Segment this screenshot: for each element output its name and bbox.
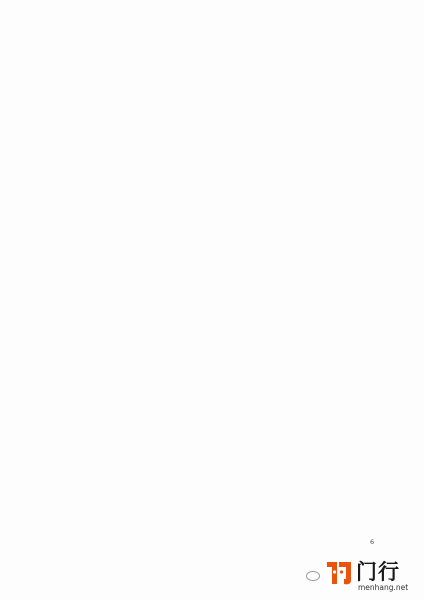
wechat-icon <box>306 571 320 581</box>
page-number: 6 <box>370 538 375 546</box>
watermark-brand: 门行 <box>356 560 400 584</box>
logo-mark-icon <box>324 558 354 588</box>
watermark-logo <box>324 556 420 596</box>
watermark-domain: menhang.net <box>358 583 409 592</box>
